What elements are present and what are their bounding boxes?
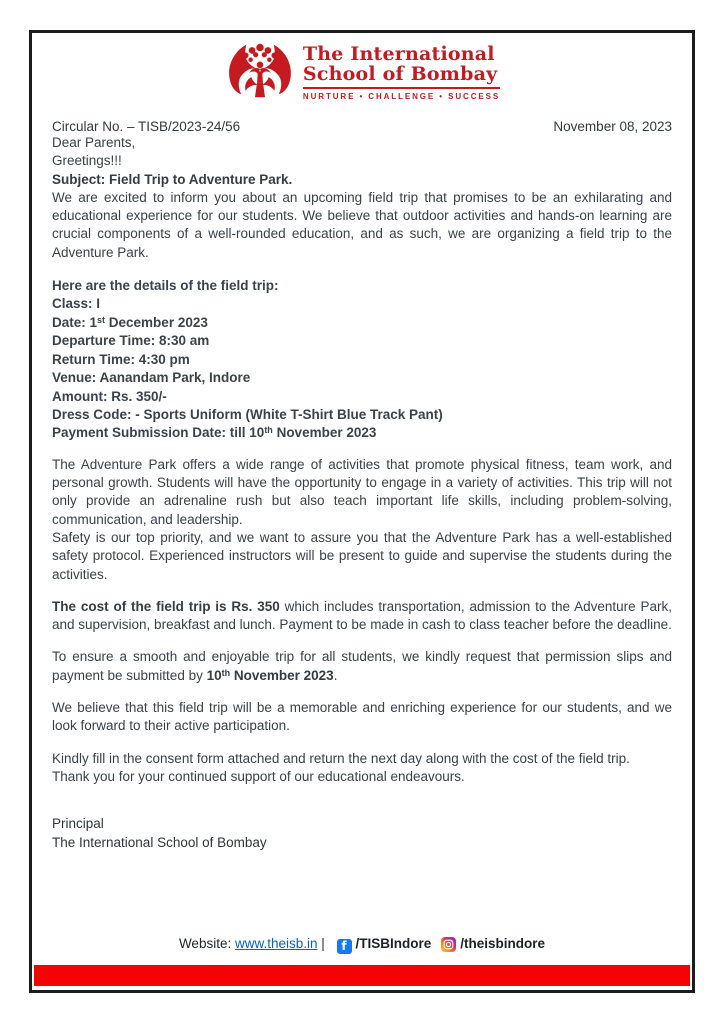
- footer: [32, 936, 692, 954]
- letter-body: [49, 134, 675, 852]
- detail-departure-time: Departure Time: 8:30 am: [52, 333, 210, 349]
- detail-date: Date: 1st December 2023: [52, 314, 208, 330]
- details-heading: Here are the details of the field trip:: [52, 278, 279, 294]
- facebook-handle: /TISBIndore: [355, 936, 432, 951]
- facebook-icon: f: [337, 939, 352, 954]
- instagram-handle: /theisbindore: [460, 936, 546, 951]
- footer-separator: |: [317, 936, 329, 951]
- intro-paragraph: We are excited to inform you about an upcoming field trip that promises to be an exhilarating and educational experience for our students. We believe that outdoor activities and hands-on learning are crucial components of a well-rounded education, and as such, we are organizing a field trip to the Adventure Park.: [52, 189, 672, 260]
- signature-block: [52, 814, 672, 852]
- document-page: [29, 30, 695, 993]
- trip-details: [52, 277, 672, 443]
- signature-school: The International School of Bombay: [52, 835, 267, 851]
- detail-venue: Venue: Aanandam Park, Indore: [52, 370, 251, 386]
- detail-class: Class: I: [52, 296, 101, 312]
- website-link[interactable]: www.theisb.in: [234, 936, 318, 951]
- meta-row: [49, 119, 675, 134]
- detail-dress-code: Dress Code: - Sports Uniform (White T-Shirt Blue Track Pant): [52, 406, 443, 422]
- appreciation-paragraph: We believe that this field trip will be a memorable and enriching experience for our students, and we look forward to their active participation.: [52, 700, 672, 734]
- circular-number: Circular No. – TISB/2023-24/56: [52, 119, 241, 134]
- circular-date: November 08, 2023: [553, 119, 672, 134]
- detail-payment-date: Payment Submission Date: till 10th November 2023: [52, 425, 377, 441]
- school-logo: [49, 33, 675, 103]
- detail-amount: Amount: Rs. 350/-: [52, 388, 167, 404]
- detail-return-time: Return Time: 4:30 pm: [52, 351, 190, 367]
- instagram-icon: [441, 937, 456, 952]
- footer-red-bar: [34, 965, 690, 986]
- thanks-paragraph: Thank you for your continued support of our educational endeavours.: [52, 768, 465, 784]
- activities-paragraph: The Adventure Park offers a wide range of activities that promote physical fitness, team work, and personal growth. Students will have the opportunity to engage in a variety of activities. This trip will not only provide an adrenaline rush but also teach important life skills, including problem-solving, communication, and leadership.: [52, 456, 672, 527]
- salutation-line: Dear Parents,: [52, 135, 136, 150]
- subject-line: Subject: Field Trip to Adventure Park.: [52, 171, 293, 187]
- deadline-paragraph: To ensure a smooth and enjoyable trip for all students, we kindly request that permission slips and payment be submitted by 10th November 2023.: [52, 649, 672, 683]
- deadline-date: 10th November 2023: [206, 667, 334, 683]
- hands-holding-tree-icon: [224, 41, 296, 103]
- school-name-line1: The International: [302, 42, 495, 65]
- school-tagline: NURTURE • CHALLENGE • SUCCESS: [302, 91, 501, 101]
- safety-paragraph: Safety is our top priority, and we want to assure you that the Adventure Park has a well-established safety protocol. Experienced instructors will be present to guide and supervise the students during the activities.: [52, 529, 672, 582]
- cost-paragraph: The cost of the field trip is Rs. 350 which includes transportation, admission to the Adventure Park, and supervision, breakfast and lunch. Payment to be made in cash to class teacher before the deadline.: [52, 598, 672, 633]
- website-label: Website:: [178, 936, 235, 951]
- greeting-line: Greetings!!!: [52, 153, 122, 169]
- signature-title: Principal: [52, 816, 104, 832]
- salutation: [52, 134, 672, 171]
- cost-bold-text: The cost of the field trip is Rs. 350: [52, 598, 280, 614]
- school-name-line2: School of Bombay: [302, 63, 498, 85]
- consent-paragraph: Kindly fill in the consent form attached and return the next day along with the cost of the field trip.: [52, 750, 630, 766]
